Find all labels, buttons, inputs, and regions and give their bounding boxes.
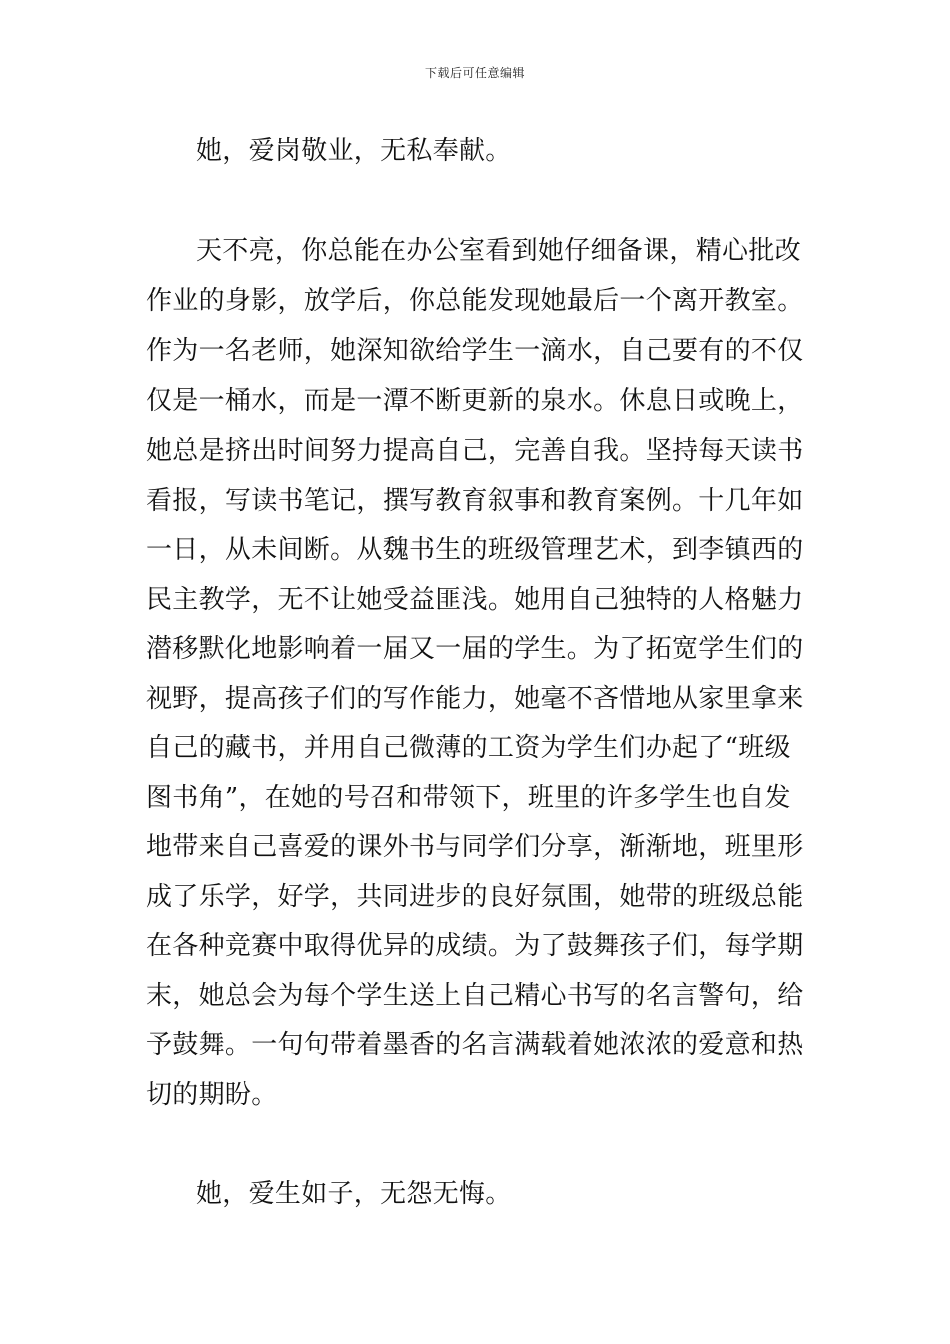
paragraph-line: 予鼓舞。一句句带着墨香的名言满载着她浓浓的爱意和热: [146, 1030, 804, 1060]
paragraph-line: 一日，从未间断。从魏书生的班级管理艺术，到李镇西的: [146, 535, 804, 565]
paragraph-line: 民主教学，无不让她受益匪浅。她用自己独特的人格魅力: [146, 585, 804, 615]
paragraph-line: 图书角”，在她的号召和带领下，班里的许多学生也自发: [146, 783, 791, 813]
paragraph-line: 看报，写读书笔记，撰写教育叙事和教育案例。十几年如: [146, 486, 804, 516]
paragraph-line: 她总是挤出时间努力提高自己，完善自我。坚持每天读书: [146, 436, 804, 466]
paragraph-line: 末，她总会为每个学生送上自己精心书写的名言警句，给: [146, 981, 804, 1011]
paragraph-line: 视野，提高孩子们的写作能力，她毫不吝惜地从家里拿来: [146, 684, 804, 714]
paragraph-line: 作为一名老师，她深知欲给学生一滴水，自己要有的不仅: [146, 336, 804, 366]
paragraph-line: 潜移默化地影响着一届又一届的学生。为了拓宽学生们的: [146, 634, 804, 664]
page-header: 下载后可任意编辑: [424, 66, 525, 80]
paragraph-line: 天不亮，你总能在办公室看到她仔细备课，精心批改: [196, 236, 801, 266]
paragraph-line: 仅是一桶水，而是一潭不断更新的泉水。休息日或晚上，: [146, 386, 804, 416]
paragraph-line: 切的期盼。: [146, 1080, 278, 1110]
paragraph-line: 自己的藏书，并用自己微薄的工资为学生们办起了“班级: [146, 733, 791, 763]
paragraph-line: 成了乐学，好学，共同进步的良好氛围，她带的班级总能: [146, 882, 804, 912]
paragraph-line: 在各种竞赛中取得优异的成绩。为了鼓舞孩子们，每学期: [146, 931, 804, 961]
paragraph-line: 地带来自己喜爱的课外书与同学们分享，渐渐地，班里形: [146, 832, 804, 862]
paragraph-line: 作业的身影，放学后，你总能发现她最后一个离开教室。: [146, 286, 804, 316]
section-heading-dedication: 她，爱岗敬业，无私奉献。: [196, 136, 512, 166]
section-heading-love-students: 她，爱生如子，无怨无悔。: [196, 1179, 512, 1209]
